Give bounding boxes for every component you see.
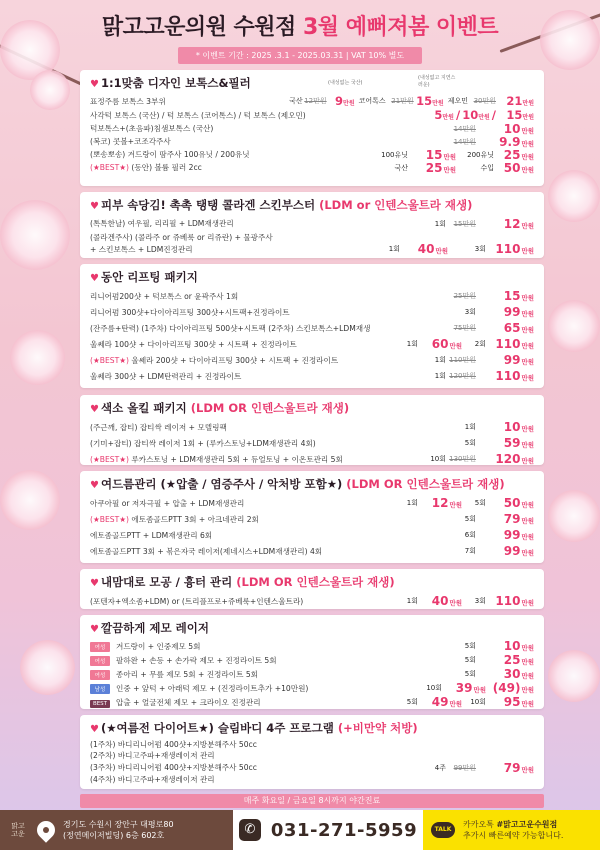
list-item: (주근깨, 잡티) 잡티싹 레이저 + 모델링팩 1회 10만원 <box>90 420 534 434</box>
header <box>0 10 600 64</box>
list-item: (★BEST★) (동안) 볼륨 필러 2cc 국산 25만원 수입 50만원 <box>90 160 534 175</box>
blossom <box>548 490 600 542</box>
heart-icon: ♥ <box>90 79 99 90</box>
gender-badge: 여성 <box>90 656 110 666</box>
phone-icon: ✆ <box>239 819 261 841</box>
list-item: BEST 압출 + 얼굴전체 제모 + 크라이오 진정관리 5회 49만원 10회 95만원 <box>90 695 534 709</box>
kakao-talk-icon: TALK <box>431 822 455 838</box>
page-title <box>0 10 600 41</box>
section-title: ♥ 동안 리프팅 패키지 <box>90 270 198 284</box>
list-item: (기미+잡티) 잡티싹 레이저 1회 + (루카스토닝+LDM재생관리 4회) 5회 59만원 <box>90 436 534 450</box>
gender-badge: 남성 <box>90 684 110 694</box>
best-badge: BEST <box>90 700 110 708</box>
list-item: 리니어펌200샷 + 턱보톡스 or 윤곽주사 1회 25만원 15만원 <box>90 289 534 303</box>
clinic-logo: 맑고 고운 <box>11 822 25 838</box>
kakao-talk-link[interactable] <box>423 810 600 850</box>
section-title: ♥ 여드름관리 (★압출 / 염증주사 / 악처방 포함★) (LDM OR 인텐스울트라 재생) <box>90 477 505 491</box>
list-item: (뽀송뽀송) 겨드랑이 땀주사 100유닛 / 200유닛 100유닛 15만원 200유닛 25만원 <box>90 147 534 162</box>
title-clinic: 맑고고운의원 수원점 <box>101 15 303 40</box>
gender-badge: 여성 <box>90 642 110 652</box>
section-pore-scar <box>80 569 544 609</box>
section-skin-booster <box>80 192 544 258</box>
list-item: 남성 인중 + 앞턱 + 아래턱 제모 + (진정라이트추가 +10만원) 10회 39만원 (49)만원 <box>90 681 534 695</box>
list-item: 리니어펌 300샷+다이아리프팅 300샷+시트팩+진정라이트 3회 99만원 <box>90 305 534 319</box>
list-item: (2주차) 바디고주파+재생레이저 관리 <box>90 751 215 760</box>
list-item: 울쎄라 100샷 + 다이아리프팅 300샷 + 시트팩 + 진정라이트 1회 60만원 2회 110만원 <box>90 337 534 351</box>
list-item: 에토좀골드PTT + LDM재생관리 6회 6회 99만원 <box>90 528 534 542</box>
address-line-2: (정연메이저빌딩) 6층 602호 <box>63 831 165 840</box>
gender-badge: 여성 <box>90 670 110 680</box>
list-item: 여성 겨드랑이 + 인중제모 5회 5회 10만원 <box>90 639 534 653</box>
section-lifting <box>80 264 544 388</box>
list-item: (콜라겐주사) (콜라주 or 쥬베룩 or 리쥬란) + 물광주사 <box>90 232 273 242</box>
list-item: 사각턱 보톡스 (국산) / 턱 보톡스 (코어톡스) / 턱 보톡스 (제오민) 5만원 / 10만원 / 15만원 <box>90 108 534 122</box>
blossom <box>548 650 600 702</box>
heart-icon: ♥ <box>90 201 99 212</box>
list-item: 아쿠아필 or 저자극필 + 압출 + LDM재생관리 1회 12만원 5회 50만원 <box>90 496 534 510</box>
list-item: (복코) 콧볼+코조각주사 14만원 9.9만원 <box>90 134 534 149</box>
hint-core: (내성없는 국산) <box>328 80 363 86</box>
phone-number: 031-271-5959 <box>270 819 418 841</box>
heart-icon: ♥ <box>90 624 99 635</box>
title-event: 3월 예뻐져봄 이벤트 <box>302 15 499 40</box>
list-item: (★BEST★) 루카스토닝 + LDM재생관리 5회 + 듀얼토닝 + 이온토관리 5회 10회 130만원 120만원 <box>90 452 534 466</box>
section-title: ♥ 색소 올킬 패키지 (LDM OR 인텐스울트라 재생) <box>90 401 350 415</box>
section-acne <box>80 471 544 563</box>
section-title: ♥ 깔끔하게 제모 레이저 <box>90 621 209 635</box>
section-hair-removal <box>80 615 544 709</box>
blossom <box>20 640 75 695</box>
list-item: (톡톡한날) 여우필, 리리필 + LDM재생관리 1회 15만원 12만원 <box>90 216 534 231</box>
kakao-text: 카카오톡 #맑고고운수원점 추가시 빠른예약 가능합니다. <box>463 820 564 840</box>
section-title: ♥ 1:1맞춤 디자인 보톡스&필러 <box>90 76 251 90</box>
list-item: 여성 종아리 + 무릎 제모 5회 + 진정라이트 5회 5회 30만원 <box>90 667 534 681</box>
list-item: (★BEST★) 울쎄라 200샷 + 다이아리프팅 300샷 + 시트팩 + 진정라이트 1회 110만원 99만원 <box>90 353 534 367</box>
section-title: ♥ (★여름전 다이어트★) 슬림바디 4주 프로그램 (+비만약 처방) <box>90 721 418 735</box>
list-item: (1주차) 바디리니어펌 400샷+지방분해주사 50cc <box>90 740 257 749</box>
address-line-1: 경기도 수원시 장안구 대평로80 <box>63 820 174 829</box>
event-period: * 이벤트 기간 : 2025 .3.1 - 2025.03.31 | VAT 10% 별도 <box>178 47 422 64</box>
address <box>63 819 213 841</box>
list-item: 표정주름 보톡스 3부위 국산 12만원 9만원 코어톡스 21만원 15만원 제오민 30만원 21만원 <box>90 94 534 108</box>
list-item: 울쎄라 300샷 + LDM탄력관리 + 진정라이트 1회 120만원 110만원 <box>90 369 534 383</box>
list-item: (잔주름+탄력) (1주차) 다이아리프팅 500샷+시트팩 (2주차) 스킨보톡스+LDM재생 75만원 65만원 <box>90 321 534 335</box>
night-hours-banner: 매주 화요일 / 금요일 8시까지 야간진료 <box>80 794 544 808</box>
heart-icon: ♥ <box>90 724 99 735</box>
footer <box>0 810 600 850</box>
section-title: ♥ 내맘대로 모공 / 흉터 관리 (LDM OR 인텐스울트라 재생) <box>90 575 395 589</box>
blossom <box>30 70 70 110</box>
blossom <box>548 300 600 352</box>
section-pigment <box>80 395 544 465</box>
heart-icon: ♥ <box>90 578 99 589</box>
phone-link[interactable] <box>233 810 423 850</box>
blossom <box>548 170 600 222</box>
list-item: (★BEST★) 에토좀골드PTT 3회 + 아크네관리 2회 5회 79만원 <box>90 512 534 526</box>
blossom <box>0 470 60 530</box>
heart-icon: ♥ <box>90 273 99 284</box>
list-item: (포텐자+엑소좀+LDM) or (트리플프로+쥬베룩+인텐스울트라) 1회 40만원 3회 110만원 <box>90 594 534 608</box>
section-title: ♥ 피부 속당김! 촉촉 탱탱 콜라겐 스킨부스터 (LDM or 인텐스울트라 재생) <box>90 198 473 212</box>
list-item: + 스킨보톡스 + LDM진정관리 1회 40만원 3회 110만원 <box>90 242 534 256</box>
location-pin-icon <box>33 817 58 842</box>
heart-icon: ♥ <box>90 404 99 415</box>
blossom <box>10 330 65 385</box>
hint-xeomin: (내성없고 지연스러운) <box>418 75 456 88</box>
list-item: 턱보톡스+(초음파)침샘보톡스 (국산) 14만원 10만원 <box>90 121 534 136</box>
list-item: 에토좀골드PTT 3회 + 볶은자국 레이저(제네시스+LDM재생관리) 4회 7회 99만원 <box>90 544 534 558</box>
list-item: (3주차) 바디리니어펌 400샷+지방분해주사 50cc 4주 99만원 79만원 <box>90 760 534 775</box>
blossom <box>0 200 70 270</box>
heart-icon: ♥ <box>90 480 99 491</box>
list-item: (4주차) 바디고주파+재생레이저 관리 <box>90 775 215 784</box>
list-item: 여성 팔하완 + 손등 + 손가락 제모 + 진정라이트 5회 5회 25만원 <box>90 653 534 667</box>
section-botox-filler <box>80 70 544 186</box>
section-slim-body <box>80 715 544 789</box>
